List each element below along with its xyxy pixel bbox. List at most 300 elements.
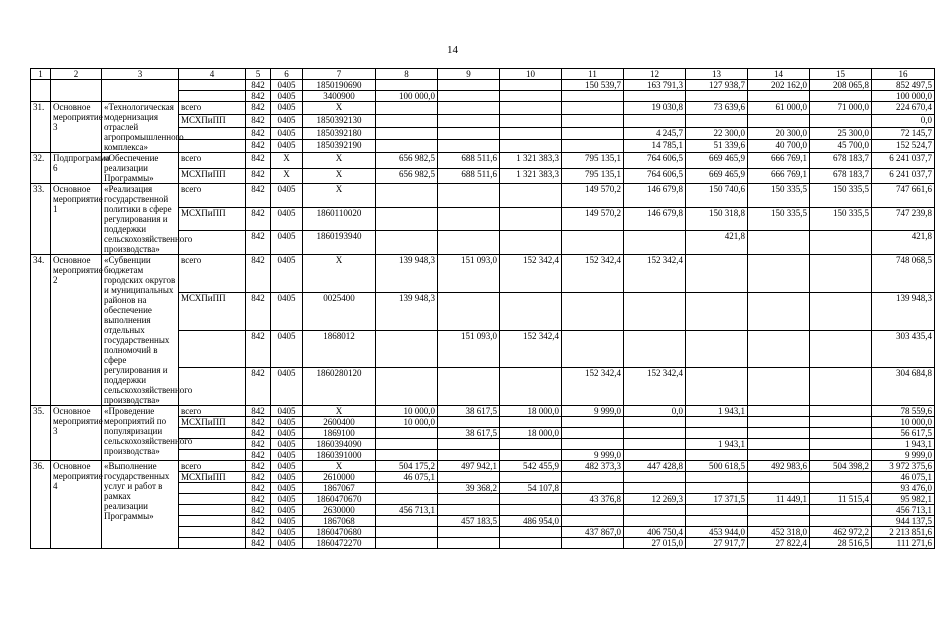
value-cell: 1 943,1 <box>686 406 748 417</box>
value-cell <box>376 184 438 208</box>
value-cell: 406 750,4 <box>624 527 686 538</box>
grbs-code-cell: 842 <box>246 140 271 153</box>
grbs-code-cell: 842 <box>246 439 271 450</box>
value-cell <box>810 428 872 439</box>
item-name-cell: «Обеспечение реализации Программы» <box>102 153 179 184</box>
value-cell: 100 000,0 <box>376 91 438 102</box>
value-cell: 150 335,5 <box>810 207 872 231</box>
value-cell: 795 135,1 <box>562 153 624 169</box>
value-cell: 28 516,5 <box>810 538 872 549</box>
value-cell <box>748 505 810 516</box>
csr-code-cell: 1850392190 <box>303 140 376 153</box>
value-cell <box>438 505 500 516</box>
value-cell: 764 606,5 <box>624 168 686 184</box>
value-cell <box>438 102 500 115</box>
value-cell <box>562 292 624 330</box>
value-cell: 18 000,0 <box>500 428 562 439</box>
grbs-code-cell: 842 <box>246 494 271 505</box>
value-cell <box>500 114 562 127</box>
value-cell <box>562 439 624 450</box>
column-header: 9 <box>438 69 500 80</box>
value-cell: 688 511,6 <box>438 168 500 184</box>
value-cell <box>500 417 562 428</box>
value-cell <box>376 207 438 231</box>
row-number-cell: 32. <box>31 153 51 184</box>
rzpr-code-cell: 0405 <box>271 140 303 153</box>
grbs-code-cell: 842 <box>246 153 271 169</box>
item-type-cell: Основное мероприятие 2 <box>51 255 102 406</box>
value-cell <box>376 231 438 255</box>
csr-code-cell: 0025400 <box>303 292 376 330</box>
rzpr-code-cell: 0405 <box>271 483 303 494</box>
value-cell: 152 342,4 <box>624 255 686 293</box>
row-number-cell: 36. <box>31 461 51 549</box>
value-cell: 1 321 383,3 <box>500 168 562 184</box>
header-row <box>31 69 935 80</box>
value-cell <box>686 450 748 461</box>
rzpr-code-cell: 0405 <box>271 184 303 208</box>
column-header: 13 <box>686 69 748 80</box>
executor-cell: МСХПиПП <box>179 168 246 184</box>
value-cell <box>562 505 624 516</box>
csr-code-cell: 3400900 <box>303 91 376 102</box>
value-cell <box>562 102 624 115</box>
value-cell <box>624 483 686 494</box>
value-cell <box>438 527 500 538</box>
value-cell <box>562 417 624 428</box>
value-cell <box>500 184 562 208</box>
value-cell: 150 335,5 <box>748 207 810 231</box>
value-cell: 9 999,0 <box>562 406 624 417</box>
value-cell: 38 617,5 <box>438 428 500 439</box>
grbs-code-cell: 842 <box>246 428 271 439</box>
item-type-cell: Основное мероприятие 3 <box>51 406 102 461</box>
csr-code-cell: Х <box>303 102 376 115</box>
value-cell <box>438 140 500 153</box>
value-cell <box>438 439 500 450</box>
item-name-cell <box>102 80 179 102</box>
value-cell: 139 948,3 <box>872 292 935 330</box>
grbs-code-cell: 842 <box>246 114 271 127</box>
table-row <box>31 461 935 472</box>
value-cell <box>624 114 686 127</box>
grbs-code-cell: 842 <box>246 168 271 184</box>
executor-cell: всего <box>179 102 246 115</box>
column-header: 2 <box>51 69 102 80</box>
value-cell <box>748 91 810 102</box>
value-cell <box>810 330 872 368</box>
value-cell <box>624 330 686 368</box>
value-cell: 482 373,3 <box>562 461 624 472</box>
value-cell: 208 065,8 <box>810 80 872 91</box>
value-cell <box>376 516 438 527</box>
value-cell: 152 524,7 <box>872 140 935 153</box>
value-cell: 93 476,0 <box>872 483 935 494</box>
value-cell <box>376 80 438 91</box>
value-cell: 139 948,3 <box>376 255 438 293</box>
value-cell <box>810 91 872 102</box>
value-cell <box>376 140 438 153</box>
value-cell: 0,0 <box>872 114 935 127</box>
value-cell: 795 135,1 <box>562 168 624 184</box>
value-cell <box>376 330 438 368</box>
value-cell: 150 335,5 <box>748 184 810 208</box>
rzpr-code-cell: 0405 <box>271 505 303 516</box>
rzpr-code-cell: 0405 <box>271 417 303 428</box>
csr-code-cell: 1860394090 <box>303 439 376 450</box>
rzpr-code-cell: 0405 <box>271 406 303 417</box>
column-header: 16 <box>872 69 935 80</box>
grbs-code-cell: 842 <box>246 80 271 91</box>
value-cell <box>438 450 500 461</box>
value-cell <box>810 292 872 330</box>
value-cell: 542 455,9 <box>500 461 562 472</box>
value-cell <box>624 428 686 439</box>
csr-code-cell: Х <box>303 168 376 184</box>
value-cell: 27 015,0 <box>624 538 686 549</box>
item-type-cell: Основное мероприятие 4 <box>51 461 102 549</box>
rzpr-code-cell: 0405 <box>271 91 303 102</box>
value-cell: 152 342,4 <box>562 368 624 406</box>
value-cell: 45 700,0 <box>810 140 872 153</box>
rzpr-code-cell: 0405 <box>271 255 303 293</box>
budget-table <box>30 68 935 549</box>
value-cell <box>686 505 748 516</box>
value-cell: 149 570,2 <box>562 207 624 231</box>
value-cell <box>748 417 810 428</box>
csr-code-cell: 1860470680 <box>303 527 376 538</box>
value-cell <box>500 231 562 255</box>
value-cell <box>562 472 624 483</box>
value-cell <box>500 505 562 516</box>
csr-code-cell: 1860280120 <box>303 368 376 406</box>
column-header: 5 <box>246 69 271 80</box>
value-cell: 504 398,2 <box>810 461 872 472</box>
value-cell: 25 300,0 <box>810 127 872 140</box>
item-type-cell <box>51 80 102 102</box>
value-cell <box>624 292 686 330</box>
value-cell: 504 175,2 <box>376 461 438 472</box>
value-cell: 146 679,8 <box>624 184 686 208</box>
grbs-code-cell: 842 <box>246 450 271 461</box>
csr-code-cell: 2610000 <box>303 472 376 483</box>
rzpr-code-cell: 0405 <box>271 439 303 450</box>
grbs-code-cell: 842 <box>246 255 271 293</box>
column-header: 11 <box>562 69 624 80</box>
value-cell <box>500 527 562 538</box>
csr-code-cell: Х <box>303 184 376 208</box>
csr-code-cell: 1867068 <box>303 516 376 527</box>
grbs-code-cell: 842 <box>246 127 271 140</box>
rzpr-code-cell: 0405 <box>271 527 303 538</box>
rzpr-code-cell: 0405 <box>271 231 303 255</box>
value-cell: 688 511,6 <box>438 153 500 169</box>
column-header: 4 <box>179 69 246 80</box>
value-cell <box>624 505 686 516</box>
executor-cell <box>179 483 246 494</box>
column-header: 12 <box>624 69 686 80</box>
executor-cell <box>179 527 246 538</box>
value-cell <box>438 127 500 140</box>
value-cell <box>748 368 810 406</box>
value-cell: 500 618,5 <box>686 461 748 472</box>
value-cell <box>686 368 748 406</box>
csr-code-cell: 1860391000 <box>303 450 376 461</box>
rzpr-code-cell: 0405 <box>271 516 303 527</box>
value-cell: 100 000,0 <box>872 91 935 102</box>
value-cell: 456 713,1 <box>872 505 935 516</box>
value-cell <box>810 505 872 516</box>
value-cell <box>562 516 624 527</box>
executor-cell <box>179 80 246 91</box>
row-number-cell: 33. <box>31 184 51 255</box>
csr-code-cell: 2600400 <box>303 417 376 428</box>
column-header: 15 <box>810 69 872 80</box>
value-cell <box>500 80 562 91</box>
rzpr-code-cell: 0405 <box>271 292 303 330</box>
value-cell: 678 183,7 <box>810 153 872 169</box>
value-cell <box>438 231 500 255</box>
table-row <box>31 102 935 115</box>
value-cell <box>562 483 624 494</box>
value-cell <box>500 127 562 140</box>
csr-code-cell: 1860472270 <box>303 538 376 549</box>
csr-code-cell: 1868012 <box>303 330 376 368</box>
value-cell: 852 497,5 <box>872 80 935 91</box>
value-cell <box>438 538 500 549</box>
value-cell: 497 942,1 <box>438 461 500 472</box>
rzpr-code-cell: 0405 <box>271 450 303 461</box>
executor-cell: всего <box>179 184 246 208</box>
csr-code-cell: 1850392180 <box>303 127 376 140</box>
grbs-code-cell: 842 <box>246 207 271 231</box>
value-cell: 10 000,0 <box>872 417 935 428</box>
page-number: 14 <box>447 44 458 56</box>
value-cell <box>748 406 810 417</box>
value-cell <box>438 207 500 231</box>
item-name-cell: «Реализация государственной политики в сфере регулирования и поддержки сельскохозяйственного производства» <box>102 184 179 255</box>
value-cell <box>376 368 438 406</box>
value-cell: 747 661,6 <box>872 184 935 208</box>
executor-cell: всего <box>179 461 246 472</box>
value-cell <box>562 114 624 127</box>
item-name-cell: «Проведение мероприятий по популяризации сельскохозяйственного производства» <box>102 406 179 461</box>
value-cell: 61 000,0 <box>748 102 810 115</box>
rzpr-code-cell: 0405 <box>271 494 303 505</box>
table-row <box>31 80 935 91</box>
value-cell: 152 342,4 <box>500 255 562 293</box>
csr-code-cell: Х <box>303 153 376 169</box>
value-cell <box>686 417 748 428</box>
value-cell <box>748 472 810 483</box>
value-cell <box>686 255 748 293</box>
value-cell <box>686 516 748 527</box>
grbs-code-cell: 842 <box>246 102 271 115</box>
rzpr-code-cell: 0405 <box>271 461 303 472</box>
value-cell <box>748 428 810 439</box>
value-cell <box>748 450 810 461</box>
value-cell: 11 515,4 <box>810 494 872 505</box>
value-cell: 163 791,3 <box>624 80 686 91</box>
value-cell <box>500 472 562 483</box>
rzpr-code-cell: 0405 <box>271 114 303 127</box>
value-cell <box>376 538 438 549</box>
value-cell <box>748 439 810 450</box>
value-cell: 71 000,0 <box>810 102 872 115</box>
value-cell <box>748 483 810 494</box>
value-cell: 4 245,7 <box>624 127 686 140</box>
value-cell <box>500 439 562 450</box>
grbs-code-cell: 842 <box>246 91 271 102</box>
value-cell: 72 145,7 <box>872 127 935 140</box>
value-cell <box>562 428 624 439</box>
value-cell <box>376 102 438 115</box>
value-cell <box>562 91 624 102</box>
value-cell: 9 999,0 <box>872 450 935 461</box>
value-cell <box>624 439 686 450</box>
value-cell: 151 093,0 <box>438 255 500 293</box>
value-cell: 127 938,7 <box>686 80 748 91</box>
value-cell <box>500 494 562 505</box>
value-cell: 152 342,4 <box>562 255 624 293</box>
grbs-code-cell: 842 <box>246 516 271 527</box>
value-cell: 146 679,8 <box>624 207 686 231</box>
column-header: 6 <box>271 69 303 80</box>
row-number-cell: 34. <box>31 255 51 406</box>
table-row <box>31 255 935 293</box>
value-cell <box>624 450 686 461</box>
value-cell <box>376 527 438 538</box>
value-cell: 22 300,0 <box>686 127 748 140</box>
row-number-cell: 35. <box>31 406 51 461</box>
value-cell: 150 318,8 <box>686 207 748 231</box>
value-cell <box>686 428 748 439</box>
value-cell: 2 213 851,6 <box>872 527 935 538</box>
value-cell: 669 465,9 <box>686 168 748 184</box>
value-cell: 78 559,6 <box>872 406 935 417</box>
value-cell <box>376 127 438 140</box>
value-cell <box>686 114 748 127</box>
csr-code-cell: 1850190690 <box>303 80 376 91</box>
value-cell: 150 335,5 <box>810 184 872 208</box>
value-cell: 20 300,0 <box>748 127 810 140</box>
value-cell <box>500 368 562 406</box>
table-row <box>31 184 935 208</box>
value-cell <box>438 80 500 91</box>
value-cell <box>748 330 810 368</box>
executor-cell: МСХПиПП <box>179 417 246 428</box>
value-cell: 492 983,6 <box>748 461 810 472</box>
value-cell <box>748 255 810 293</box>
value-cell: 747 239,8 <box>872 207 935 231</box>
item-name-cell: «Технологическая модернизация отраслей агропромышленного комплекса» <box>102 102 179 153</box>
value-cell <box>810 406 872 417</box>
value-cell: 303 435,4 <box>872 330 935 368</box>
value-cell: 748 068,5 <box>872 255 935 293</box>
value-cell: 10 000,0 <box>376 406 438 417</box>
value-cell: 669 465,9 <box>686 153 748 169</box>
column-header: 7 <box>303 69 376 80</box>
value-cell <box>686 292 748 330</box>
value-cell: 38 617,5 <box>438 406 500 417</box>
value-cell: 46 075,1 <box>872 472 935 483</box>
value-cell: 139 948,3 <box>376 292 438 330</box>
value-cell: 656 982,5 <box>376 168 438 184</box>
value-cell: 447 428,8 <box>624 461 686 472</box>
value-cell: 56 617,5 <box>872 428 935 439</box>
value-cell: 150 740,6 <box>686 184 748 208</box>
value-cell: 304 684,8 <box>872 368 935 406</box>
executor-cell <box>179 140 246 153</box>
executor-cell <box>179 330 246 368</box>
value-cell: 18 000,0 <box>500 406 562 417</box>
value-cell <box>500 207 562 231</box>
value-cell: 17 371,5 <box>686 494 748 505</box>
executor-cell: всего <box>179 406 246 417</box>
value-cell: 453 944,0 <box>686 527 748 538</box>
value-cell: 666 769,1 <box>748 153 810 169</box>
executor-cell <box>179 505 246 516</box>
value-cell: 46 075,1 <box>376 472 438 483</box>
rzpr-code-cell: 0405 <box>271 330 303 368</box>
value-cell: 486 954,0 <box>500 516 562 527</box>
column-header: 14 <box>748 69 810 80</box>
grbs-code-cell: 842 <box>246 483 271 494</box>
executor-cell <box>179 91 246 102</box>
row-number-cell <box>31 80 51 102</box>
value-cell: 54 107,8 <box>500 483 562 494</box>
value-cell <box>810 483 872 494</box>
column-header: 1 <box>31 69 51 80</box>
value-cell <box>748 292 810 330</box>
value-cell <box>438 494 500 505</box>
value-cell <box>686 91 748 102</box>
csr-code-cell: 1869100 <box>303 428 376 439</box>
table-row <box>31 153 935 169</box>
value-cell: 1 321 383,3 <box>500 153 562 169</box>
value-cell: 9 999,0 <box>562 450 624 461</box>
value-cell: 456 713,1 <box>376 505 438 516</box>
value-cell: 0,0 <box>624 406 686 417</box>
value-cell <box>438 114 500 127</box>
value-cell <box>500 450 562 461</box>
value-cell <box>686 330 748 368</box>
csr-code-cell: 1860193940 <box>303 231 376 255</box>
grbs-code-cell: 842 <box>246 417 271 428</box>
item-type-cell: Основное мероприятие 3 <box>51 102 102 153</box>
item-name-cell: «Субвенции бюджетам городских округов и муниципальных районов на обеспечение выполнения отдельных государственных полномочий в сфере регулирования и поддержки сельскохозяйственного производства» <box>102 255 179 406</box>
executor-cell <box>179 127 246 140</box>
value-cell <box>376 439 438 450</box>
value-cell: 10 000,0 <box>376 417 438 428</box>
column-header: 3 <box>102 69 179 80</box>
csr-code-cell: 2630000 <box>303 505 376 516</box>
value-cell <box>500 102 562 115</box>
executor-cell <box>179 516 246 527</box>
column-header: 10 <box>500 69 562 80</box>
executor-cell: МСХПиПП <box>179 114 246 127</box>
value-cell <box>624 472 686 483</box>
value-cell: 39 368,2 <box>438 483 500 494</box>
value-cell <box>810 255 872 293</box>
executor-cell: всего <box>179 255 246 293</box>
rzpr-code-cell: 0405 <box>271 472 303 483</box>
value-cell <box>562 127 624 140</box>
value-cell <box>624 516 686 527</box>
value-cell <box>810 439 872 450</box>
value-cell: 150 539,7 <box>562 80 624 91</box>
value-cell <box>562 330 624 368</box>
